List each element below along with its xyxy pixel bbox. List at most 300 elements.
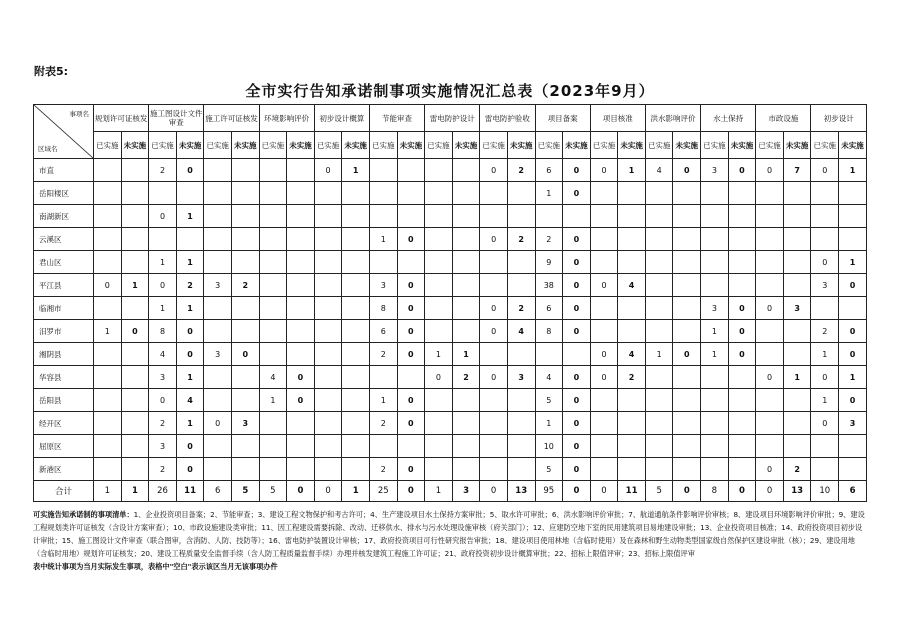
implemented-count	[811, 458, 839, 481]
implemented-count: 8	[701, 481, 729, 502]
implemented-count	[149, 228, 177, 251]
implemented-count	[701, 251, 729, 274]
region-name: 云溪区	[34, 228, 94, 251]
implemented-count	[369, 435, 397, 458]
implemented-count	[369, 251, 397, 274]
implemented-count: 1	[94, 320, 122, 343]
item-header: 节能审查	[369, 105, 424, 132]
not-implemented-header: 未实施	[673, 132, 701, 159]
implemented-count	[94, 159, 122, 182]
implemented-count	[314, 182, 342, 205]
implemented-count	[425, 205, 453, 228]
not-implemented-count: 0	[728, 297, 756, 320]
implemented-count	[369, 366, 397, 389]
not-implemented-count	[121, 389, 149, 412]
implemented-count	[701, 205, 729, 228]
not-implemented-count: 0	[176, 320, 204, 343]
implemented-count	[314, 343, 342, 366]
not-implemented-count	[121, 205, 149, 228]
implemented-count	[535, 205, 563, 228]
not-implemented-count: 0	[728, 343, 756, 366]
not-implemented-count	[673, 297, 701, 320]
implemented-count	[259, 458, 287, 481]
not-implemented-count: 1	[121, 481, 149, 502]
implemented-count: 2	[149, 458, 177, 481]
not-implemented-count	[507, 458, 535, 481]
implemented-count: 0	[480, 481, 508, 502]
implemented-header: 已实施	[535, 132, 563, 159]
implemented-count	[204, 366, 232, 389]
not-implemented-count	[839, 205, 867, 228]
implemented-count	[480, 435, 508, 458]
not-implemented-header: 未实施	[783, 132, 811, 159]
not-implemented-count	[728, 412, 756, 435]
implemented-count: 1	[425, 481, 453, 502]
not-implemented-count: 3	[452, 481, 480, 502]
not-implemented-header: 未实施	[563, 132, 591, 159]
implemented-count	[480, 389, 508, 412]
region-name: 湘阴县	[34, 343, 94, 366]
region-name: 经开区	[34, 412, 94, 435]
not-implemented-count	[618, 412, 646, 435]
not-implemented-count	[452, 297, 480, 320]
implemented-count: 0	[149, 389, 177, 412]
implemented-count: 0	[811, 412, 839, 435]
not-implemented-count	[452, 320, 480, 343]
not-implemented-count	[673, 274, 701, 297]
not-implemented-count	[121, 159, 149, 182]
not-implemented-count: 0	[563, 481, 591, 502]
implemented-count: 2	[811, 320, 839, 343]
not-implemented-count: 0	[563, 366, 591, 389]
not-implemented-count	[452, 251, 480, 274]
implemented-count: 4	[259, 366, 287, 389]
implemented-count: 0	[425, 366, 453, 389]
not-implemented-count	[728, 228, 756, 251]
not-implemented-count: 0	[397, 320, 425, 343]
region-name: 合计	[34, 481, 94, 502]
implemented-count	[425, 274, 453, 297]
not-implemented-count: 0	[839, 274, 867, 297]
not-implemented-count	[452, 274, 480, 297]
not-implemented-count: 2	[176, 274, 204, 297]
not-implemented-count: 0	[728, 481, 756, 502]
not-implemented-count: 0	[397, 274, 425, 297]
region-name: 市直	[34, 159, 94, 182]
implemented-count	[259, 251, 287, 274]
not-implemented-count: 1	[839, 159, 867, 182]
implemented-header: 已实施	[259, 132, 287, 159]
not-implemented-count: 0	[176, 435, 204, 458]
not-implemented-count	[783, 435, 811, 458]
implemented-count	[645, 228, 673, 251]
implemented-count	[314, 435, 342, 458]
not-implemented-count: 0	[563, 274, 591, 297]
item-axis-label: 事项名	[69, 110, 90, 118]
not-implemented-count	[287, 343, 315, 366]
implemented-count	[645, 182, 673, 205]
item-header: 初步设计	[811, 105, 867, 132]
implemented-count: 3	[369, 274, 397, 297]
implemented-count	[259, 343, 287, 366]
implemented-count	[425, 251, 453, 274]
implemented-count: 2	[369, 343, 397, 366]
not-implemented-count	[507, 389, 535, 412]
not-implemented-count	[507, 343, 535, 366]
not-implemented-count	[618, 297, 646, 320]
region-name: 君山区	[34, 251, 94, 274]
implemented-count	[480, 412, 508, 435]
implemented-count: 6	[204, 481, 232, 502]
table-row	[34, 297, 867, 320]
not-implemented-count: 1	[121, 274, 149, 297]
implemented-count: 0	[480, 159, 508, 182]
not-implemented-header: 未实施	[839, 132, 867, 159]
not-implemented-count	[618, 182, 646, 205]
implemented-count: 0	[480, 320, 508, 343]
not-implemented-count	[673, 458, 701, 481]
not-implemented-count	[287, 412, 315, 435]
implemented-count: 6	[369, 320, 397, 343]
not-implemented-count	[342, 182, 370, 205]
not-implemented-count	[618, 458, 646, 481]
table-row	[34, 159, 867, 182]
not-implemented-count: 3	[507, 366, 535, 389]
implemented-count	[369, 159, 397, 182]
not-implemented-count	[452, 159, 480, 182]
not-implemented-count	[342, 320, 370, 343]
implemented-count	[480, 458, 508, 481]
table-row	[34, 205, 867, 228]
implemented-count: 0	[149, 274, 177, 297]
not-implemented-count	[397, 182, 425, 205]
implemented-count	[701, 274, 729, 297]
implemented-count	[756, 274, 784, 297]
not-implemented-count: 3	[783, 297, 811, 320]
not-implemented-count: 1	[176, 412, 204, 435]
region-name: 临湘市	[34, 297, 94, 320]
item-header: 项目备案	[535, 105, 590, 132]
implemented-header: 已实施	[811, 132, 839, 159]
implemented-count	[590, 320, 618, 343]
not-implemented-count	[342, 435, 370, 458]
implemented-count: 0	[811, 159, 839, 182]
not-implemented-count	[839, 297, 867, 320]
item-header: 雷电防护设计	[425, 105, 480, 132]
implemented-header: 已实施	[645, 132, 673, 159]
implemented-count	[314, 320, 342, 343]
not-implemented-count	[231, 366, 259, 389]
not-implemented-count: 0	[728, 320, 756, 343]
implemented-count: 5	[259, 481, 287, 502]
implemented-count	[94, 228, 122, 251]
not-implemented-count: 1	[452, 343, 480, 366]
implemented-count: 3	[701, 159, 729, 182]
not-implemented-count: 4	[507, 320, 535, 343]
not-implemented-count	[839, 458, 867, 481]
implemented-count: 1	[811, 389, 839, 412]
implemented-count	[480, 343, 508, 366]
implemented-count	[811, 228, 839, 251]
not-implemented-count	[728, 205, 756, 228]
not-implemented-count: 1	[176, 205, 204, 228]
not-implemented-count	[176, 228, 204, 251]
not-implemented-header: 未实施	[728, 132, 756, 159]
not-implemented-count: 0	[121, 320, 149, 343]
not-implemented-count	[783, 251, 811, 274]
implemented-header: 已实施	[369, 132, 397, 159]
implemented-count: 1	[369, 389, 397, 412]
not-implemented-header: 未实施	[397, 132, 425, 159]
not-implemented-count: 0	[397, 412, 425, 435]
region-name: 华容县	[34, 366, 94, 389]
not-implemented-count	[673, 228, 701, 251]
not-implemented-count	[397, 435, 425, 458]
implemented-count	[811, 297, 839, 320]
not-implemented-count	[121, 412, 149, 435]
implemented-count	[645, 458, 673, 481]
implemented-count: 0	[204, 412, 232, 435]
corner-header-cell	[34, 105, 94, 159]
not-implemented-count	[121, 228, 149, 251]
implemented-count	[590, 228, 618, 251]
implemented-count	[204, 435, 232, 458]
not-implemented-count	[728, 389, 756, 412]
not-implemented-count: 2	[452, 366, 480, 389]
not-implemented-count	[673, 389, 701, 412]
not-implemented-count: 0	[563, 320, 591, 343]
not-implemented-count: 0	[839, 320, 867, 343]
not-implemented-count	[231, 389, 259, 412]
implemented-count	[756, 205, 784, 228]
not-implemented-count	[342, 205, 370, 228]
implemented-count	[590, 297, 618, 320]
not-implemented-count	[231, 251, 259, 274]
table-row	[34, 366, 867, 389]
not-implemented-count: 0	[176, 159, 204, 182]
not-implemented-count	[673, 205, 701, 228]
not-implemented-count	[783, 389, 811, 412]
implemented-count: 1	[259, 389, 287, 412]
implemented-count	[204, 228, 232, 251]
attachment-label: 附表5:	[34, 65, 69, 78]
not-implemented-count	[618, 320, 646, 343]
not-implemented-count	[783, 412, 811, 435]
region-name: 屈原区	[34, 435, 94, 458]
not-implemented-count	[231, 182, 259, 205]
not-implemented-count: 7	[783, 159, 811, 182]
implemented-count	[756, 182, 784, 205]
not-implemented-count: 11	[618, 481, 646, 502]
implemented-count	[314, 205, 342, 228]
implemented-count	[756, 389, 784, 412]
notes-section	[33, 508, 868, 573]
not-implemented-count	[507, 182, 535, 205]
not-implemented-count: 0	[728, 159, 756, 182]
not-implemented-count	[618, 389, 646, 412]
region-name: 汨罗市	[34, 320, 94, 343]
not-implemented-header: 未实施	[176, 132, 204, 159]
not-implemented-count	[176, 182, 204, 205]
implemented-count	[259, 297, 287, 320]
not-implemented-count	[121, 366, 149, 389]
not-implemented-count: 0	[673, 343, 701, 366]
not-implemented-count: 0	[673, 481, 701, 502]
implemented-count	[369, 205, 397, 228]
not-implemented-count: 1	[783, 366, 811, 389]
implemented-count: 3	[149, 435, 177, 458]
implemented-count	[701, 435, 729, 458]
not-implemented-count: 13	[783, 481, 811, 502]
not-implemented-count	[728, 458, 756, 481]
not-implemented-count: 13	[507, 481, 535, 502]
not-implemented-count	[342, 228, 370, 251]
implemented-count: 1	[645, 343, 673, 366]
implemented-count	[94, 297, 122, 320]
implemented-count	[94, 205, 122, 228]
not-implemented-count: 4	[618, 274, 646, 297]
implemented-count	[314, 366, 342, 389]
not-implemented-count	[121, 343, 149, 366]
not-implemented-count	[507, 435, 535, 458]
implemented-count	[701, 412, 729, 435]
region-name: 岳阳县	[34, 389, 94, 412]
implemented-count: 2	[149, 412, 177, 435]
implemented-count: 10	[535, 435, 563, 458]
not-implemented-count: 0	[563, 435, 591, 458]
region-name: 平江县	[34, 274, 94, 297]
implemented-count	[94, 435, 122, 458]
implemented-count: 1	[149, 297, 177, 320]
not-implemented-header: 未实施	[121, 132, 149, 159]
not-implemented-count	[342, 366, 370, 389]
implemented-count: 1	[701, 320, 729, 343]
not-implemented-count	[452, 458, 480, 481]
implemented-count: 10	[811, 481, 839, 502]
not-implemented-count	[342, 389, 370, 412]
implemented-count	[259, 159, 287, 182]
implemented-count: 0	[756, 481, 784, 502]
not-implemented-count	[121, 251, 149, 274]
region-name: 南湖新区	[34, 205, 94, 228]
notes-body: 1、企业投资项目备案；2、节能审查；3、建设工程文物保护和考古许可；4、生产建设项目水土保持方案审批；5、取水许可审批；6、洪水影响评价审批；7、航道通航条件影响评价审核；8、建设项目环境影响评价审批；9、建设工程规划类许可证核发（含设计方案审查）；10、市政设施建设类审批；11、因工程建设需要拆除、改动、迁移供水、排水与污水处理设施审核（府关部门）；12、应建防空地下室的民用建筑项目易地建设审批；13、企业投资项目核准；14、政府投资项目初步设计审批；15、施工图设计文件审查（联合图审，含消防、人防、技防等）；16、雷电防护装置设计审核；17、政府投资项目可行性研究报告审批；18、建设项目使用林地（含临时使用）及在森林和野生动物类型国家级自然保护区建设审批（核）；29、建设用地（含临时用地）规划许可证核发；20、建设工程质量安全监督手续（含人防工程质量监督手续）办理并核发建筑工程施工许可证；21、政府投资初步设计概算审批；22、招标上限值评审；23、招标上限值评审	[33, 510, 865, 558]
implemented-count: 0	[314, 159, 342, 182]
implemented-count	[204, 297, 232, 320]
implemented-count	[425, 159, 453, 182]
not-implemented-count	[231, 159, 259, 182]
implemented-count	[590, 412, 618, 435]
not-implemented-count: 3	[231, 412, 259, 435]
not-implemented-count	[452, 228, 480, 251]
not-implemented-header: 未实施	[342, 132, 370, 159]
implemented-count: 5	[535, 389, 563, 412]
implemented-count: 95	[535, 481, 563, 502]
not-implemented-header: 未实施	[287, 132, 315, 159]
implemented-count	[645, 251, 673, 274]
item-header: 雷电防护验收	[480, 105, 535, 132]
implemented-header: 已实施	[480, 132, 508, 159]
not-implemented-count	[287, 182, 315, 205]
implemented-count: 5	[535, 458, 563, 481]
not-implemented-count	[618, 205, 646, 228]
not-implemented-count: 0	[673, 159, 701, 182]
implemented-count: 1	[149, 251, 177, 274]
implemented-count	[94, 389, 122, 412]
implemented-count	[645, 389, 673, 412]
not-implemented-count	[673, 435, 701, 458]
implemented-count	[645, 320, 673, 343]
not-implemented-count	[673, 251, 701, 274]
not-implemented-count	[287, 251, 315, 274]
not-implemented-count	[507, 205, 535, 228]
implemented-count	[645, 274, 673, 297]
not-implemented-count	[397, 205, 425, 228]
implemented-count	[94, 343, 122, 366]
not-implemented-count: 3	[839, 412, 867, 435]
implemented-count	[314, 389, 342, 412]
not-implemented-count	[397, 251, 425, 274]
notes-list	[33, 508, 868, 560]
implemented-count: 3	[811, 274, 839, 297]
implemented-count	[590, 205, 618, 228]
not-implemented-count	[507, 412, 535, 435]
not-implemented-count: 1	[342, 159, 370, 182]
implemented-count	[425, 389, 453, 412]
not-implemented-count	[342, 412, 370, 435]
table-row	[34, 458, 867, 481]
not-implemented-count: 1	[839, 366, 867, 389]
implemented-count	[756, 251, 784, 274]
not-implemented-count	[397, 159, 425, 182]
not-implemented-header: 未实施	[452, 132, 480, 159]
table-row	[34, 320, 867, 343]
implemented-count: 3	[204, 274, 232, 297]
implemented-count	[314, 274, 342, 297]
not-implemented-count	[452, 182, 480, 205]
implemented-count	[94, 251, 122, 274]
implemented-count	[645, 366, 673, 389]
not-implemented-count	[839, 435, 867, 458]
implemented-count	[480, 274, 508, 297]
not-implemented-count	[839, 228, 867, 251]
implemented-header: 已实施	[149, 132, 177, 159]
not-implemented-count: 4	[618, 343, 646, 366]
implemented-count: 2	[149, 159, 177, 182]
not-implemented-count	[452, 412, 480, 435]
implemented-count	[535, 343, 563, 366]
not-implemented-count	[673, 320, 701, 343]
implemented-count	[425, 320, 453, 343]
not-implemented-count	[839, 182, 867, 205]
not-implemented-count: 0	[397, 481, 425, 502]
implemented-count	[811, 205, 839, 228]
region-name: 新港区	[34, 458, 94, 481]
item-header: 项目核准	[590, 105, 645, 132]
total-row	[34, 481, 867, 502]
implemented-count: 8	[535, 320, 563, 343]
not-implemented-count: 0	[839, 389, 867, 412]
notes-lead: 可实施告知承诺制的事项清单：	[33, 510, 134, 519]
not-implemented-count	[507, 274, 535, 297]
not-implemented-count	[783, 228, 811, 251]
not-implemented-count: 11	[176, 481, 204, 502]
not-implemented-count	[121, 435, 149, 458]
implemented-count	[314, 458, 342, 481]
implemented-count	[369, 182, 397, 205]
implemented-count: 0	[480, 297, 508, 320]
not-implemented-count	[452, 389, 480, 412]
header-row-status	[34, 132, 867, 159]
